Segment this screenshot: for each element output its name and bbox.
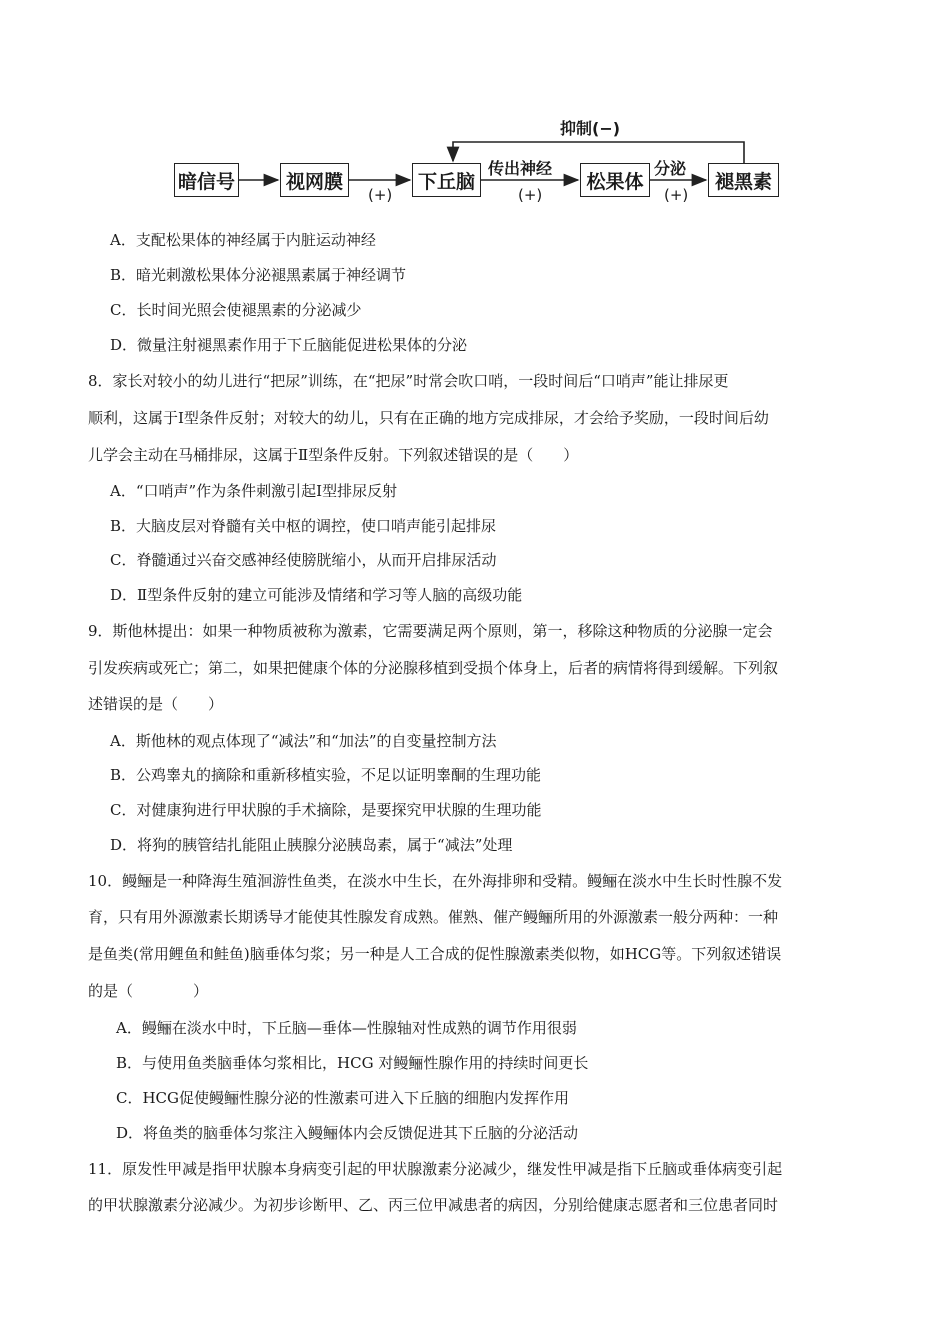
q9-stem-line: 述错误的是（ ） xyxy=(88,695,224,713)
q8-option-c: C．脊髓通过兴奋交感神经使膀胱缩小，从而开启排尿活动 xyxy=(110,551,497,569)
label-inhibit: 抑制(−) xyxy=(560,119,621,138)
q9-option-c: C．对健康狗进行甲状腺的手术摘除，是要探究甲状腺的生理功能 xyxy=(110,801,542,819)
q8-option-a: A．“口哨声”作为条件刺激引起Ⅰ型排尿反射 xyxy=(110,482,398,500)
q9-option-b: B．公鸡睾丸的摘除和重新移植实验，不足以证明睾酮的生理功能 xyxy=(110,766,542,784)
q9-stem-line: 引发疾病或死亡；第二，如果把健康个体的分泌腺移植到受损个体身上，后者的病情将得到缓解。下列叙 xyxy=(88,659,779,677)
sign-plus-2: (+) xyxy=(518,186,543,204)
box-melatonin: 褪黑素 xyxy=(708,163,779,197)
q8-option-b: B．大脑皮层对脊髓有关中枢的调控，使口哨声能引起排尿 xyxy=(110,517,497,535)
label-secrete: 分泌 xyxy=(654,159,687,178)
sign-plus-3: (+) xyxy=(664,186,689,204)
q7-option-b: B．暗光刺激松果体分泌褪黑素属于神经调节 xyxy=(110,266,407,284)
q9-stem-line: 9．斯他林提出：如果一种物质被称为激素，它需要满足两个原则，第一，移除这种物质的分泌腺一定会 xyxy=(88,622,773,640)
q11-stem-line: 的甲状腺激素分泌减少。为初步诊断甲、乙、丙三位甲减患者的病因，分别给健康志愿者和三位患者同时 xyxy=(88,1196,779,1214)
q9-option-d: D．将狗的胰管结扎能阻止胰腺分泌胰岛素，属于“减法”处理 xyxy=(110,836,513,854)
q8-stem-line: 8．家长对较小的幼儿进行“把尿”训练，在“把尿”时常会吹口哨，一段时间后“口哨声”能让排尿更 xyxy=(88,372,729,390)
q10-option-d: D．将鱼类的脑垂体匀浆注入鳗鲡体内会反馈促进其下丘脑的分泌活动 xyxy=(116,1124,579,1142)
q7-option-a: A．支配松果体的神经属于内脏运动神经 xyxy=(110,231,376,249)
q10-option-c: C．HCG促使鳗鲡性腺分泌的性激素可进入下丘脑的细胞内发挥作用 xyxy=(116,1089,570,1107)
q7-option-d: D．微量注射褪黑素作用于下丘脑能促进松果体的分泌 xyxy=(110,336,468,354)
q10-stem-line: 是鱼类(常用鲤鱼和鲑鱼)脑垂体匀浆；另一种是人工合成的促性腺激素类似物，如HCG等。下列叙述错误 xyxy=(88,945,782,963)
q10-option-b: B．与使用鱼类脑垂体匀浆相比，HCG 对鳗鲡性腺作用的持续时间更长 xyxy=(116,1054,589,1072)
box-pineal-body: 松果体 xyxy=(580,163,650,197)
q8-stem-line: 儿学会主动在马桶排尿，这属于Ⅱ型条件反射。下列叙述错误的是（ ） xyxy=(88,446,579,464)
sign-plus-1: (+) xyxy=(368,186,393,204)
label-efferent-nerve: 传出神经 xyxy=(488,159,553,178)
q8-option-d: D．Ⅱ型条件反射的建立可能涉及情绪和学习等人脑的高级功能 xyxy=(110,586,523,604)
q10-stem-line: 的是（ ） xyxy=(88,982,209,1000)
q10-stem-line: 育，只有用外源激素长期诱导才能使其性腺发育成熟。催熟、催产鳗鲡所用的外源激素一般分两种：一种 xyxy=(88,908,779,926)
q11-stem-line: 11．原发性甲减是指甲状腺本身病变引起的甲状腺激素分泌减少，继发性甲减是指下丘脑或垂体病变引起 xyxy=(88,1160,783,1178)
q9-option-a: A．斯他林的观点体现了“减法”和“加法”的自变量控制方法 xyxy=(110,732,497,750)
q10-stem-line: 10．鳗鲡是一种降海生殖洄游性鱼类，在淡水中生长，在外海排卵和受精。鳗鲡在淡水中生长时性腺不发 xyxy=(88,872,783,890)
q7-option-c: C．长时间光照会使褪黑素的分泌减少 xyxy=(110,301,362,319)
q10-option-a: A．鳗鲡在淡水中时，下丘脑—垂体—性腺轴对性成熟的调节作用很弱 xyxy=(116,1019,577,1037)
box-dark-signal: 暗信号 xyxy=(174,163,239,197)
box-hypothalamus: 下丘脑 xyxy=(412,163,481,197)
feedback-diagram xyxy=(168,108,808,218)
box-retina: 视网膜 xyxy=(280,163,349,197)
q8-stem-line: 顺利，这属于Ⅰ型条件反射；对较大的幼儿，只有在正确的地方完成排尿，才会给予奖励，一段时间后幼 xyxy=(88,409,769,427)
